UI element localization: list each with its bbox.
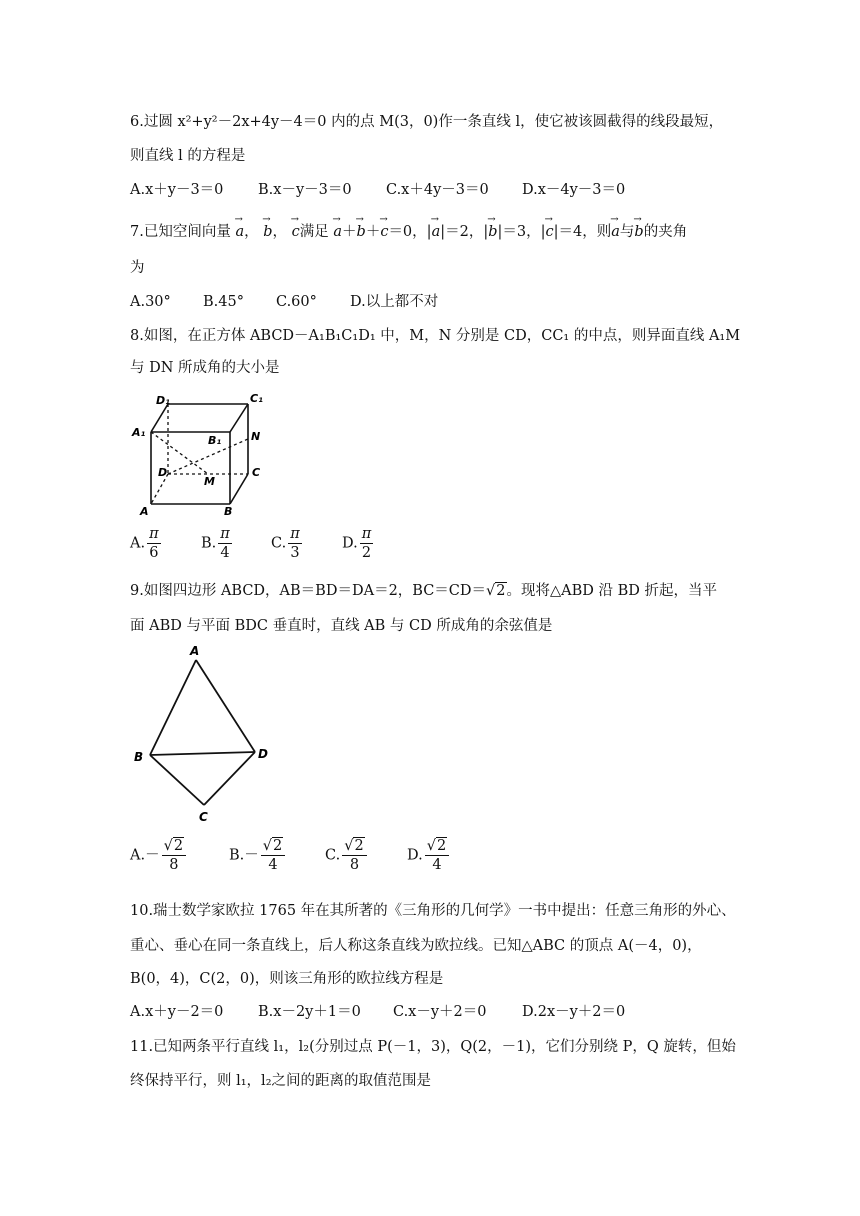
fraction [342,837,366,874]
q8-option-a [130,525,161,562]
option-prefix: D. [342,535,358,552]
q6-option-c: C.x＋4y－3＝0 [386,182,489,198]
radicand: 2 [173,838,184,854]
q10-option-d: D.2x－y＋2＝0 [522,1004,626,1020]
fraction [162,837,186,874]
denominator: 6 [149,545,159,561]
q10-line-1: 10.瑞士数学家欧拉 1765 年在其所著的《三角形的几何学》一书中提出：任意三角形的外心、 [130,903,736,919]
radicand: 2 [273,838,283,854]
q7-mag-b: |＝3，| [497,224,546,240]
q7-line-2: 为 [130,260,145,276]
vector-b: → b [263,222,272,242]
q7-prefix: 7.已知空间向量 [130,224,231,240]
q8-option-d [342,525,373,562]
vector-a-angle: → a [611,222,620,242]
q10-option-a: A.x＋y－2＝0 [130,1004,224,1020]
numerator: √2 [425,837,449,856]
fig-label-c: C [199,810,208,824]
sqrt-symbol: √2 [486,583,506,599]
option-prefix: B.－ [229,847,259,864]
numerator: π [361,526,372,542]
vector-b-mag: → b [488,222,497,242]
denominator: 4 [268,857,278,873]
q9-option-d [407,837,449,874]
q9-text-b: 。现将△ABD 沿 BD 折起，当平 [506,583,718,599]
vector-b-sum: → b [357,222,366,242]
vector-a-sum: → a [333,222,342,242]
cube-label-d1: D₁ [156,394,170,407]
q8-line-1: 8.如图，在正方体 ABCD－A₁B₁C₁D₁ 中，M，N 分别是 CD，CC₁ 的中点，则异面直线 A₁M [130,328,741,344]
q7-option-d: D.以上都不对 [350,294,439,310]
cube-label-m: M [204,475,215,488]
q6-option-b: B.x－y－3＝0 [258,182,352,198]
q10-option-c: C.x－y＋2＝0 [393,1004,487,1020]
vector-a-mag: → a [432,222,441,242]
q6-option-d: D.x－4y－3＝0 [522,182,626,198]
numerator: √2 [261,837,285,856]
numerator: π [290,526,300,542]
q6-option-a: A.x＋y－3＝0 [130,182,224,198]
cube-label-b: B [224,505,233,518]
fraction [360,525,374,562]
option-prefix: C. [325,847,341,864]
cube-label-c1: C₁ [250,392,263,405]
vector-b-angle: → b [634,222,643,242]
option-prefix: D. [407,847,423,864]
cube-label-a: A [140,505,149,518]
denominator: 4 [220,545,230,561]
fraction [425,837,449,874]
q7-mag-a: |＝2，| [440,224,489,240]
q10-line-3: B(0，4)，C(2，0)，则该三角形的欧拉线方程是 [130,971,444,987]
q7-line-1: 7.已知空间向量 → a， → b， → c满足 → a＋→ b＋→ c＝0，|→ a|＝2，|→ b|＝3，|→ c|＝4，则→ a与→ b的夹角 [130,222,687,242]
fraction [261,837,285,874]
q7-mag-c: |＝4，则 [553,224,612,240]
cube-label-b1: B₁ [208,434,222,447]
cube-label-a1: A₁ [132,426,146,439]
q6-line-2: 则直线 l 的方程是 [130,148,246,164]
denominator: 8 [349,857,360,873]
q10-line-2: 重心、垂心在同一条直线上，后人称这条直线为欧拉线。已知△ABC 的顶点 A(－4，0)， [130,938,702,954]
cube-label-c: C [252,466,261,479]
cube-label-d: D [158,466,168,479]
fig-label-b: B [134,750,144,764]
q7-with: 与 [619,224,635,240]
q8-option-b [201,525,232,562]
q8-line-2: 与 DN 所成角的大小是 [130,360,280,376]
q7-option-a: A.30° [130,294,171,310]
fraction [288,525,302,562]
q11-line-1: 11.已知两条平行直线 l₁，l₂(分别过点 P(－1，3)，Q(2，－1)，它们分别绕 P，Q 旋转，但始 [130,1039,736,1055]
option-prefix: C. [271,535,287,552]
vector-c-mag: → c [546,222,554,242]
q7-eq-zero: ＝0 [388,224,413,240]
fraction [218,525,232,562]
q9-line-1 [130,581,717,601]
vector-c: → c [292,222,300,242]
q7-option-b: B.45° [203,294,244,310]
plus-sign: ＋ [342,224,357,240]
denominator: 8 [169,857,179,873]
option-prefix: A. [130,535,146,552]
vector-a: → a [235,222,244,242]
radicand: 2 [436,838,447,854]
q7-angle: 的夹角 [643,224,688,240]
option-prefix: A.－ [130,847,160,864]
q8-option-c [271,525,302,562]
denominator: 4 [432,857,442,873]
numerator: √2 [342,837,366,856]
numerator: √2 [162,837,186,856]
q9-option-b [229,837,285,874]
plus-sign: ＋ [365,224,381,240]
denominator: 2 [361,545,372,561]
q9-option-c [325,837,367,874]
numerator: π [220,526,230,542]
quadrilateral-figure [128,640,278,825]
radicand: 2 [496,583,506,599]
denominator: 3 [290,545,300,561]
q10-option-b: B.x－2y＋1＝0 [258,1004,361,1020]
fig-label-d: D [258,747,268,761]
vector-c-sum: → c [380,222,388,242]
radicand: 2 [354,838,364,854]
fig-label-a: A [190,644,200,658]
q11-line-2: 终保持平行，则 l₁，l₂之间的距离的取值范围是 [130,1073,432,1089]
option-prefix: B. [201,535,217,552]
q9-line-2: 面 ABD 与平面 BDC 垂直时，直线 AB 与 CD 所成角的余弦值是 [130,618,553,634]
q7-cond: 满足 [299,224,329,240]
q9-text-a: 9.如图四边形 ABCD，AB＝BD＝DA＝2，BC＝CD＝ [130,583,487,599]
cube-figure [128,388,278,518]
q7-option-c: C.60° [276,294,317,310]
q9-option-a [130,837,186,874]
fraction [147,525,161,562]
cube-label-n: N [251,430,261,443]
numerator: π [149,526,159,542]
q6-line-1: 6.过圆 x²+y²－2x+4y－4＝0 内的点 M(3，0)作一条直线 l，使它被该圆截得的线段最短， [130,114,724,130]
